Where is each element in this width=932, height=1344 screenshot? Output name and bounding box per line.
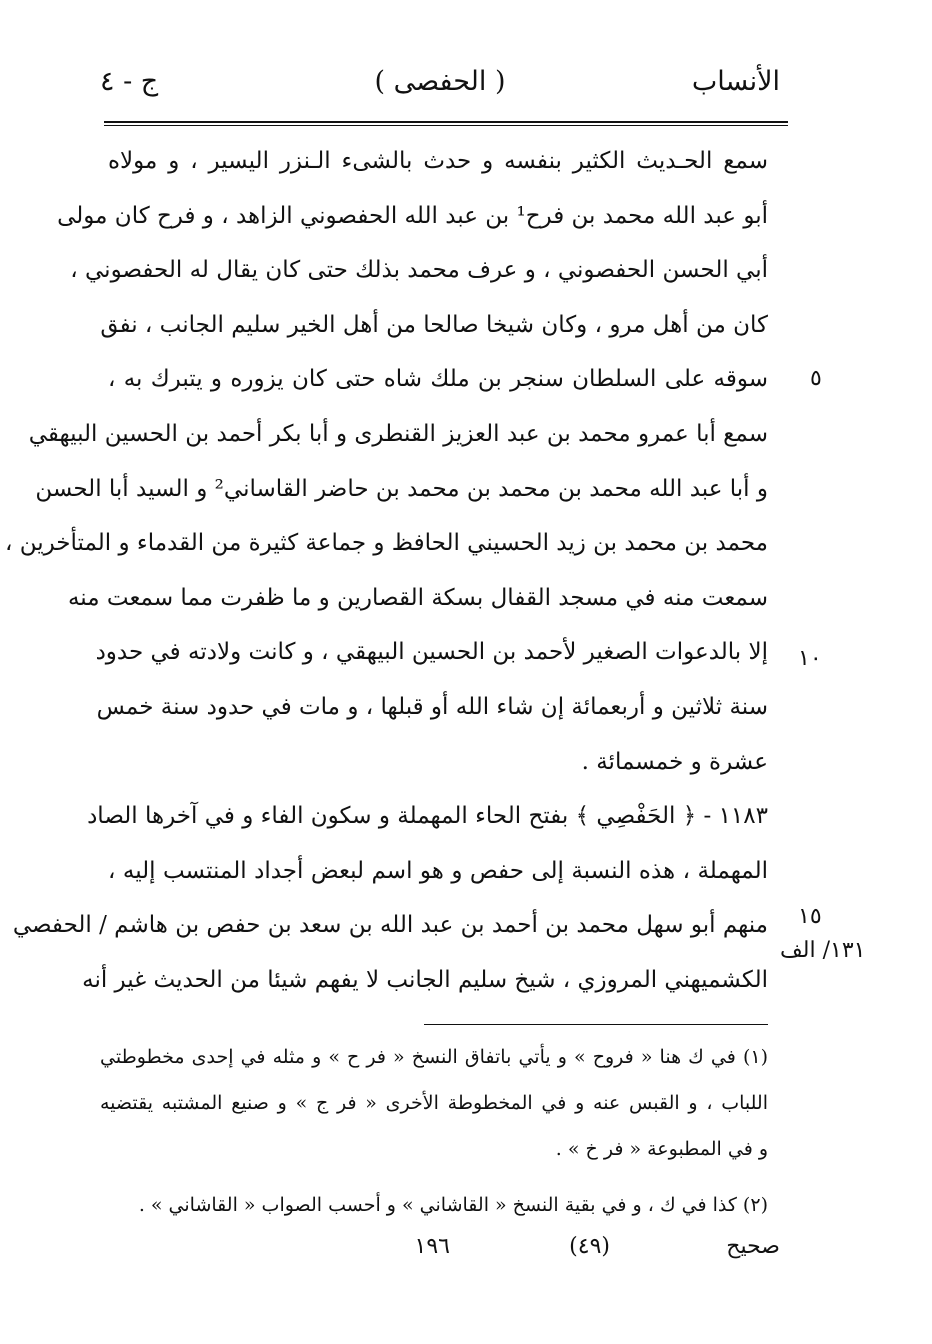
header-rule — [104, 121, 788, 123]
signature-number: (٤٩) — [569, 1234, 610, 1259]
footnote-line: و في المطبوعة « فر خ » . — [555, 1138, 768, 1160]
line-number-15: ١٥ — [798, 904, 822, 929]
book-title: الأنساب — [691, 66, 780, 97]
page-number: ١٩٦ — [414, 1234, 450, 1259]
text-line: سمع الحـديث الكثير بنفسه و حدث بالشىء الـنزر اليسير ، و مولاه — [108, 148, 768, 174]
page-footer — [100, 1234, 780, 1270]
entry-heading-line: ١١٨٣ - ﴿ الحَفْصِي ﴾ بفتح الحاء المهملة و سكون الفاء و في آخرها الصاد — [87, 803, 768, 830]
text-line: و أبا عبد الله محمد بن محمد بن محمد بن حاضر القاساني² و السيد أبا الحسن — [35, 475, 768, 502]
text-line: سمعت منه في مسجد القفال بسكة القصارين و ما ظفرت مما سمعت منه — [67, 584, 768, 611]
footnote-line: اللباب ، و القبس عنه و في المخطوطة الأخرى « فر ج » و صنيع المشتبه يقتضيه — [100, 1092, 768, 1114]
footnotes — [100, 1034, 768, 1228]
text-line: أبو عبد الله محمد بن فرح¹ بن عبد الله الحفصوني الزاهد ، و فرح كان مولى — [57, 202, 768, 229]
text-line: أبي الحسن الحفصوني ، و عرف محمد بذلك حتى كان يقال له الحفصوني ، — [70, 257, 768, 284]
text-line: سوقه على السلطان سنجر بن ملك شاه حتى كان يزوره و يتبرك به ، — [108, 366, 768, 393]
correction-mark: صحيح — [726, 1234, 780, 1259]
text-line: عشرة و خمسمائة . — [581, 748, 768, 775]
entry-title: ( الحفصى ) — [374, 66, 506, 97]
text-line: محمد بن محمد بن زيد الحسيني الحافظ و جماعة كثيرة من القدماء و المتأخرين ، — [4, 530, 768, 557]
text-line: منهم أبو سهل محمد بن أحمد بن عبد الله بن سعد بن حفص بن هاشم / الحفصي — [12, 912, 768, 939]
line-number-10: ١٠ — [798, 646, 822, 671]
text-line: سنة ثلاثين و أربعمائة إن شاء الله أو قبلها ، و مات في حدود سنة خمس — [96, 693, 768, 720]
folio-marker: ١٣١/ الف — [780, 938, 866, 963]
footnote-line: (٢) كذا في ك ، و في بقية النسخ « القاشاني » و أحسب الصواب « القاشاني » . — [138, 1194, 768, 1216]
header-rule-thin — [104, 125, 788, 126]
text-line: كان من أهل مرو ، وكان شيخا صالحا من أهل الخير سليم الجانب ، نفق — [100, 311, 768, 338]
text-line: الكشميهني المروزي ، شيخ سليم الجانب لا يفهم شيئا من الحديث غير أنه — [82, 966, 768, 993]
main-text — [4, 134, 768, 1008]
volume-number: ج - ٤ — [100, 66, 159, 97]
line-number-5: ٥ — [810, 366, 822, 391]
footnote-line: (١) في ك هنا « فروح » و يأتي باتفاق النسخ « فر ح » و مثله في إحدى مخطوطتي — [100, 1046, 768, 1068]
footnote-rule — [424, 1024, 768, 1025]
text-line: المهملة ، هذه النسبة إلى حفص و هو اسم لبعض أجداد المنتسب إليه ، — [108, 857, 768, 884]
text-line: إلا بالدعوات الصغير لأحمد بن الحسين البيهقي ، و كانت ولادته في حدود — [95, 639, 768, 666]
running-header — [100, 66, 780, 106]
text-line: سمع أبا عمرو محمد بن عبد العزيز القنطرى و أبا بكر أحمد بن الحسين البيهقي — [28, 420, 768, 447]
